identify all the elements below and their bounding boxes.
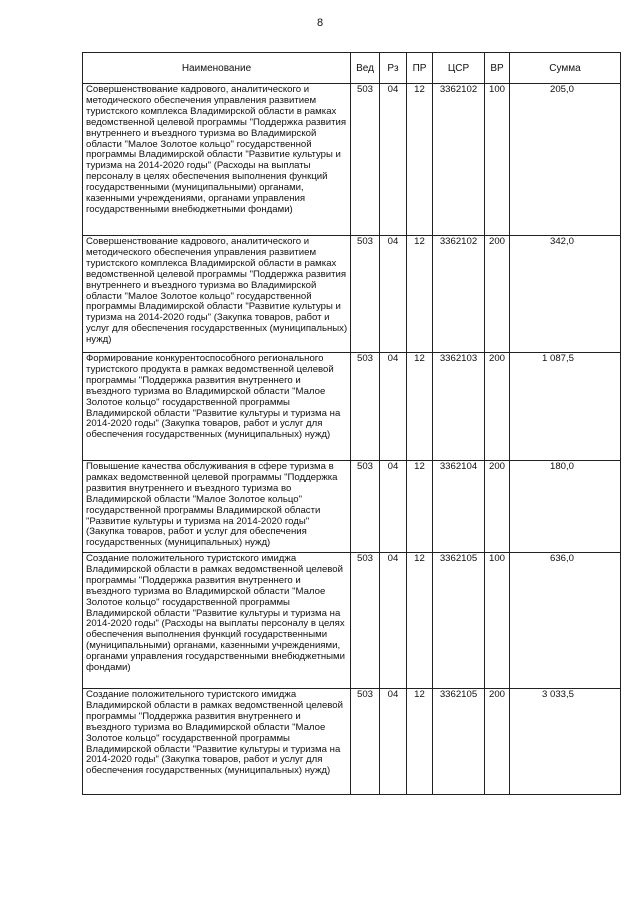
row-sum: 636,0 — [510, 553, 621, 689]
table-row — [83, 553, 621, 689]
row-sum: 1 087,5 — [510, 353, 621, 461]
row-sum: 3 033,5 — [510, 689, 621, 795]
row-sum: 342,0 — [510, 236, 621, 353]
row-pr: 12 — [407, 461, 433, 553]
row-pr: 12 — [407, 353, 433, 461]
header-row — [83, 53, 621, 84]
table-row — [83, 689, 621, 795]
header-sum: Сумма — [510, 53, 621, 84]
row-pr: 12 — [407, 236, 433, 353]
row-vr: 100 — [485, 553, 510, 689]
header-rz: Рз — [380, 53, 407, 84]
row-name: Формирование конкурентоспособного регионального туристского продукта в рамках ведомственной целевой программы "Поддержка развития внутреннего и въездного туризма во Владимирской области "Малое Золотое кольцо" государственной программы Владимирской области "Развитие культуры и туризма на 2014-2020 годы" (Закупка товаров, работ и услуг для обеспечения государственных (муниципальных) нужд) — [83, 353, 351, 461]
row-vr: 100 — [485, 84, 510, 236]
row-rz: 04 — [380, 689, 407, 795]
row-name: Совершенствование кадрового, аналитического и методического обеспечения управления развитием туристского комплекса Владимирской области в рамках ведомственной целевой программы "Поддержка развития внутреннего и въездного туризма во Владимирской области "Малое Золотое кольцо" государственной программы Владимирской области "Развитие культуры и туризма на 2014-2020 годы" (Расходы на выплаты персоналу в целях обеспечения выполнения функций государственными (муниципальными) органами, казенными учреждениями, органами управления государственными внебюджетными фондами) — [83, 84, 351, 236]
row-name: Создание положительного туристского имиджа Владимирской области в рамках ведомственной целевой программы "Поддержка развития внутреннего и въездного туризма во Владимирской области "Малое Золотое кольцо" государственной программы Владимирской области "Развитие культуры и туризма на 2014-2020 годы" (Расходы на выплаты персоналу в целях обеспечения выполнения функций государственными (муниципальными) органами, казенными учреждениями, органами управления государственными внебюджетными фондами) — [83, 553, 351, 689]
row-pr: 12 — [407, 553, 433, 689]
row-rz: 04 — [380, 553, 407, 689]
row-ved: 503 — [351, 689, 380, 795]
row-name: Создание положительного туристского имиджа Владимирской области в рамках ведомственной целевой программы "Поддержка развития внутреннего и въездного туризма во Владимирской области "Малое Золотое кольцо" государственной программы Владимирской области "Развитие культуры и туризма на 2014-2020 годы" (Закупка товаров, работ и услуг для обеспечения государственных (муниципальных) нужд) — [83, 689, 351, 795]
header-pr: ПР — [407, 53, 433, 84]
row-name: Повышение качества обслуживания в сфере туризма в рамках ведомственной целевой программы "Поддержка развития внутреннего и въездного туризма во Владимирской области "Малое Золотое кольцо" государственной программы Владимирской области "Развитие культуры и туризма на 2014-2020 годы" (Закупка товаров, работ и услуг для обеспечения государственных (муниципальных) нужд) — [83, 461, 351, 553]
row-vr: 200 — [485, 236, 510, 353]
row-ved: 503 — [351, 553, 380, 689]
row-csr: 3362105 — [433, 553, 485, 689]
row-rz: 04 — [380, 84, 407, 236]
row-vr: 200 — [485, 353, 510, 461]
row-ved: 503 — [351, 236, 380, 353]
header-csr: ЦСР — [433, 53, 485, 84]
header-name: Наименование — [83, 53, 351, 84]
header-ved: Вед — [351, 53, 380, 84]
row-name: Совершенствование кадрового, аналитического и методического обеспечения управления развитием туристского комплекса Владимирской области в рамках ведомственной целевой программы "Поддержка развития внутреннего и въездного туризма во Владимирской области "Малое Золотое кольцо" государственной программы Владимирской области "Развитие культуры и туризма на 2014-2020 годы" (Закупка товаров, работ и услуг для обеспечения государственных (муниципальных) нужд) — [83, 236, 351, 353]
row-sum: 205,0 — [510, 84, 621, 236]
row-ved: 503 — [351, 461, 380, 553]
table-row — [83, 353, 621, 461]
row-rz: 04 — [380, 461, 407, 553]
row-csr: 3362103 — [433, 353, 485, 461]
page-number: 8 — [316, 17, 324, 29]
table-row — [83, 461, 621, 553]
row-pr: 12 — [407, 84, 433, 236]
row-rz: 04 — [380, 236, 407, 353]
row-ved: 503 — [351, 353, 380, 461]
row-pr: 12 — [407, 689, 433, 795]
budget-table — [82, 52, 621, 795]
table-row — [83, 84, 621, 236]
row-ved: 503 — [351, 84, 380, 236]
table-row — [83, 236, 621, 353]
row-csr: 3362104 — [433, 461, 485, 553]
row-csr: 3362105 — [433, 689, 485, 795]
row-csr: 3362102 — [433, 236, 485, 353]
row-sum: 180,0 — [510, 461, 621, 553]
row-rz: 04 — [380, 353, 407, 461]
row-vr: 200 — [485, 689, 510, 795]
row-csr: 3362102 — [433, 84, 485, 236]
row-vr: 200 — [485, 461, 510, 553]
header-vr: ВР — [485, 53, 510, 84]
